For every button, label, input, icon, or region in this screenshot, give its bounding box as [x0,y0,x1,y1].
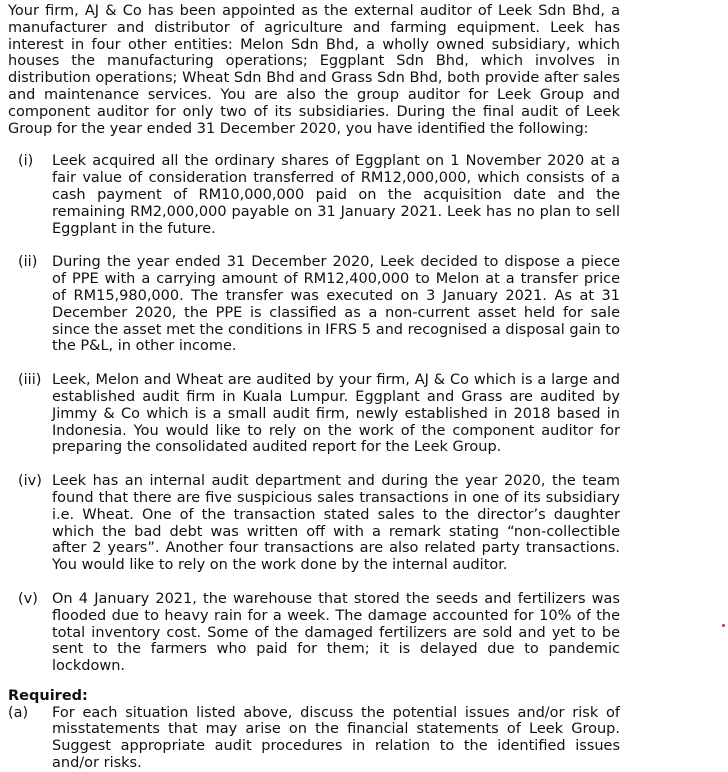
situation-text: During the year ended 31 December 2020, Leek decided to dispose a piece of PPE with a carrying amount of RM12,400,000 to Melon at a transfer price of RM15,980,000. The transfer was executed on 3 January 2021. As at 31 December 2020, the PPE is classified as a non-current asset held for sale since the asset met the conditions in IFRS 5 and recognised a disposal gain to the P&L, in other income. [52,254,620,355]
situation-number: (iii) [18,372,42,389]
situation-number: (i) [18,153,34,170]
situation-text: Leek has an internal audit department and during the year 2020, the team found that there are five suspicious sales transactions in one of its subsidiary i.e. Wheat. One of the transaction stated sales to the director’s daughter which the bad debt was written off with a remark stating “non-collectible after 2 years”. Another four transactions are also related party transactions. You would like to rely on the work done by the internal auditor. [52,473,620,574]
intro-paragraph: Your firm, AJ & Co has been appointed as the external auditor of Leek Sdn Bhd, a manufacturer and distributor of agriculture and farming equipment. Leek has interest in four other entities: Melon Sdn Bhd, a wholly owned subsidiary, which houses the manufacturing operations; Eggplant Sdn Bhd, which involves in distribution operations; Wheat Sdn Bhd and Grass Sdn Bhd, both provide after sales and maintenance services. You are also the group auditor for Leek Group and component auditor for only two of its subsidiaries. During the final audit of Leek Group for the year ended 31 December 2020, you have identified the following: [8,3,620,137]
marker-dot [722,624,725,627]
required-part [8,705,620,772]
required-part-number: (a) [8,704,29,721]
situation-item [8,372,620,456]
situation-list [8,153,620,675]
situation-item [8,254,620,355]
situation-text: On 4 January 2021, the warehouse that stored the seeds and fertilizers was flooded due to heavy rain for a week. The damage accounted for 10% of the total inventory cost. Some of the damaged fertilizers are sold and yet to be sent to the farmers who paid for them; it is delayed due to pandemic lockdown. [52,590,620,675]
situation-item [8,473,620,574]
required-section [8,688,620,772]
situation-number: (v) [18,590,38,607]
situation-item [8,153,620,237]
situation-text: Leek, Melon and Wheat are audited by your firm, AJ & Co which is a large and established audit firm in Kuala Lumpur. Eggplant and Grass are audited by Jimmy & Co which is a small audit firm, newly established in 2018 based in Indonesia. You would like to rely on the work of the component auditor for preparing the consolidated audited report for the Leek Group. [52,372,620,456]
situation-number: (ii) [18,254,38,271]
required-heading: Required: [8,687,88,704]
situation-text: Leek acquired all the ordinary shares of Eggplant on 1 November 2020 at a fair value of consideration transferred of RM12,000,000, which consists of a cash payment of RM10,000,000 paid on the acquisition date and the remaining RM2,000,000 payable on 31 January 2021. Leek has no plan to sell Eggplant in the future. [52,153,620,237]
required-part-text: For each situation listed above, discuss the potential issues and/or risk of misstatements that may arise on the financial statements of Leek Group. Suggest appropriate audit procedures in relation to the identified issues and/or risks. [52,704,620,772]
situation-item [8,591,620,675]
situation-number: (iv) [18,473,42,490]
document [8,3,620,772]
